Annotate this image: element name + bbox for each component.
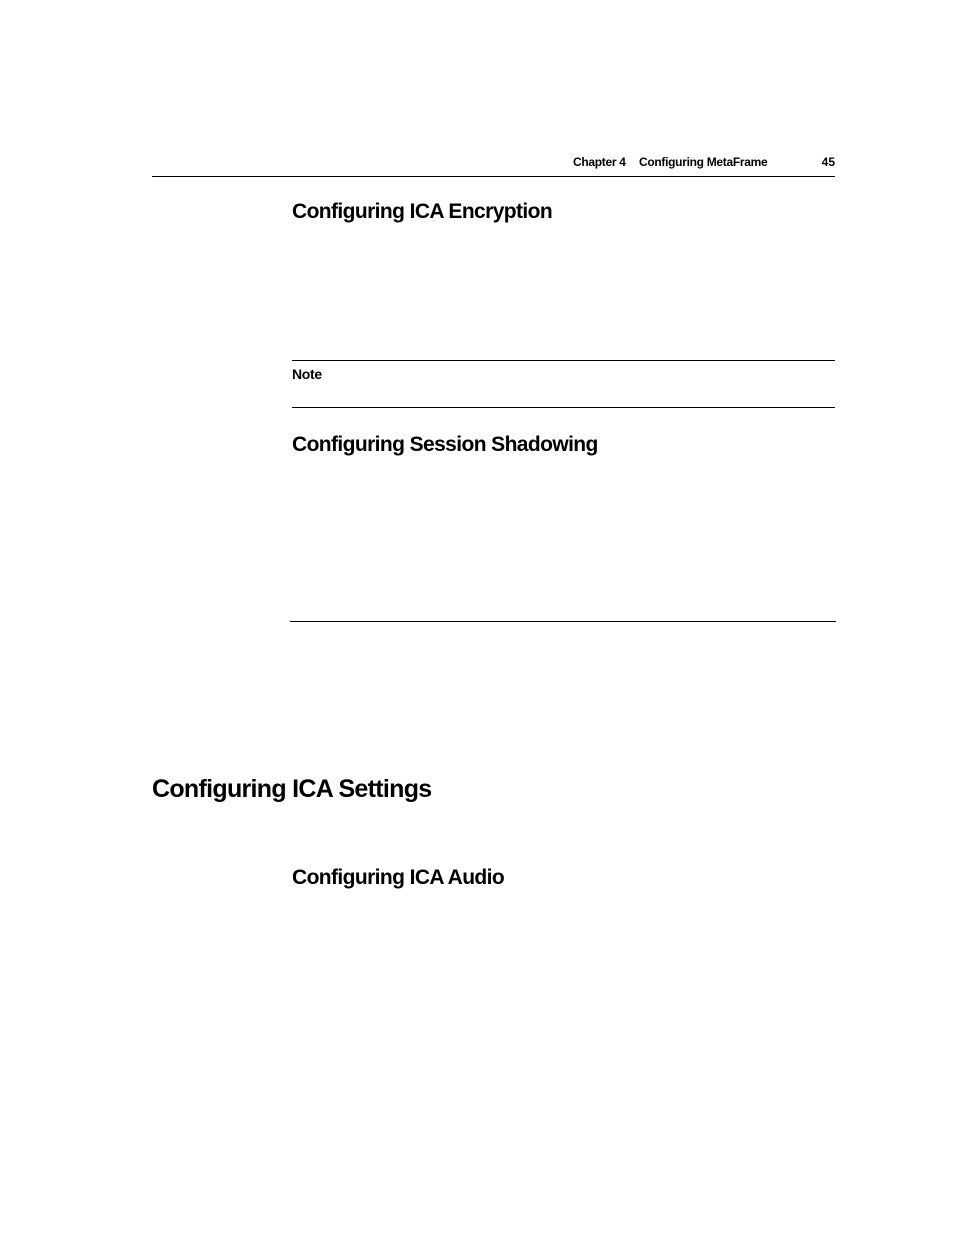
running-header-title: Configuring MetaFrame xyxy=(639,155,768,169)
section-rule xyxy=(290,621,836,622)
heading-ica-settings: Configuring ICA Settings xyxy=(152,775,432,803)
page-number: 45 xyxy=(821,155,835,169)
heading-session-shadowing: Configuring Session Shadowing xyxy=(292,433,598,456)
heading-ica-encryption: Configuring ICA Encryption xyxy=(292,200,553,223)
running-header-chapter: Chapter 4 xyxy=(573,155,626,169)
header-rule xyxy=(152,176,835,177)
note-rule-top xyxy=(292,360,835,361)
heading-ica-audio: Configuring ICA Audio xyxy=(292,866,505,889)
note-label: Note xyxy=(292,366,322,382)
note-rule-bottom xyxy=(292,407,835,408)
